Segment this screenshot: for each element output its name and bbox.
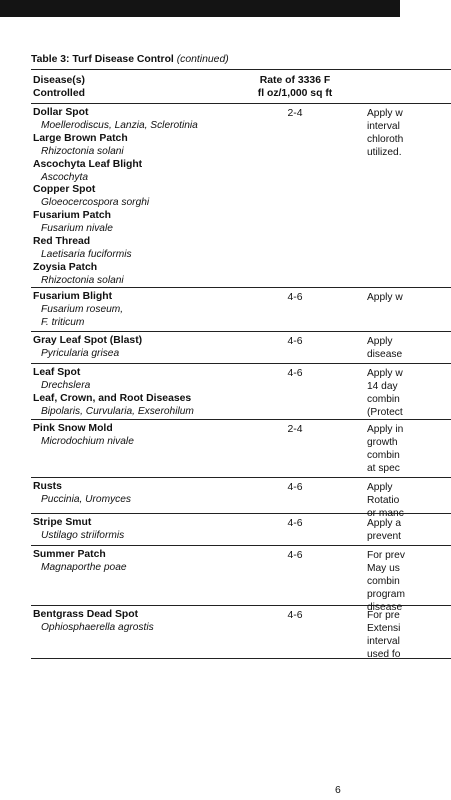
disease-name: Leaf, Crown, and Root Diseases	[33, 392, 192, 404]
table-row	[31, 420, 451, 478]
rate-cell: 4-6	[287, 610, 303, 621]
disease-name: Copper Spot	[33, 184, 96, 196]
pathogen-name: Magnaporthe poae	[41, 561, 127, 573]
document-page	[31, 53, 405, 660]
header-disease: Disease(s) Controlled	[33, 75, 85, 99]
notes-line: interval	[367, 121, 400, 132]
disease-name: Red Thread	[33, 236, 91, 248]
notes-line: combin	[367, 450, 400, 461]
notes-line: interval	[367, 636, 400, 647]
notes-line: Apply	[367, 482, 393, 493]
notes-cell	[367, 609, 447, 661]
pathogen-name: Moellerodiscus, Lanzia, Sclerotinia	[41, 119, 198, 131]
rate-cell: 4-6	[287, 482, 303, 493]
disease-cell	[33, 291, 233, 330]
notes-cell	[367, 291, 447, 304]
disease-cell	[33, 107, 233, 288]
pathogen-name: Microdochium nivale	[41, 435, 134, 447]
notes-line: Apply w	[367, 368, 403, 379]
notes-line: Apply a	[367, 518, 401, 529]
table-row	[31, 288, 451, 332]
notes-line: (Protect	[367, 407, 403, 418]
pathogen-name: Ophiosphaerella agrostis	[41, 621, 154, 633]
pathogen-name: Rhizoctonia solani	[41, 274, 124, 286]
notes-line: Extensi	[367, 623, 401, 634]
rate-cell: 4-6	[287, 336, 303, 347]
table-row	[31, 514, 451, 546]
rate-cell: 4-6	[287, 550, 303, 561]
rate-cell: 4-6	[287, 368, 303, 379]
table-row	[31, 606, 451, 659]
table-row	[31, 332, 451, 364]
disease-cell	[33, 481, 233, 507]
disease-cell	[33, 423, 233, 449]
disease-name: Large Brown Patch	[33, 132, 128, 144]
disease-name: Fusarium Blight	[33, 291, 113, 302]
table-title-suffix: (continued)	[176, 54, 229, 65]
pathogen-name: F. triticum	[41, 316, 85, 328]
disease-control-table	[31, 69, 451, 659]
pathogen-name: Ascochyta	[41, 171, 88, 183]
disease-name: Fusarium Patch	[33, 210, 111, 222]
notes-line: disease	[367, 349, 403, 360]
notes-line: prevent	[367, 531, 401, 542]
notes-line: utilized.	[367, 147, 402, 158]
table-row	[31, 546, 451, 613]
table-row	[31, 104, 451, 288]
notes-line: Apply w	[367, 108, 403, 119]
disease-cell	[33, 367, 233, 419]
notes-line: growth	[367, 437, 398, 448]
rate-cell: 2-4	[287, 424, 303, 435]
disease-name: Stripe Smut	[33, 517, 92, 528]
rate-cell: 2-4	[287, 108, 303, 119]
disease-name: Rusts	[33, 481, 62, 492]
notes-line: chloroth	[367, 134, 404, 145]
pathogen-name: Fusarium nivale	[41, 223, 113, 235]
page-number: 6	[335, 785, 341, 796]
notes-cell	[367, 335, 447, 361]
disease-cell	[33, 609, 233, 635]
disease-name: Ascochyta Leaf Blight	[33, 158, 143, 170]
notes-line: at spec	[367, 463, 400, 474]
table-row	[31, 364, 451, 420]
top-bar	[0, 0, 400, 17]
notes-line: program	[367, 589, 405, 600]
notes-line: disease	[367, 602, 403, 613]
notes-cell	[367, 517, 447, 543]
pathogen-name: Pyricularia grisea	[41, 347, 120, 359]
notes-line: 14 day	[367, 381, 398, 392]
table-header	[31, 70, 451, 104]
disease-name: Bentgrass Dead Spot	[33, 609, 139, 620]
notes-line: For prev	[367, 550, 405, 561]
notes-cell	[367, 107, 447, 159]
notes-line: Apply	[367, 336, 393, 347]
disease-name: Dollar Spot	[33, 107, 89, 118]
notes-line: Apply in	[367, 424, 404, 435]
table-title	[31, 53, 400, 67]
pathogen-name: Laetisaria fuciformis	[41, 248, 132, 260]
disease-name: Gray Leaf Spot (Blast)	[33, 335, 143, 346]
notes-line: Rotatio	[367, 495, 400, 506]
notes-cell	[367, 423, 447, 475]
disease-name: Zoysia Patch	[33, 261, 98, 273]
table-body	[31, 104, 451, 659]
notes-cell	[367, 367, 447, 419]
notes-line: Apply w	[367, 292, 403, 303]
notes-line: combin	[367, 576, 400, 587]
table-title-text: Table 3: Turf Disease Control	[31, 54, 174, 65]
disease-name: Pink Snow Mold	[33, 423, 113, 434]
disease-name: Leaf Spot	[33, 367, 81, 378]
pathogen-name: Drechslera	[41, 379, 91, 391]
pathogen-name: Rhizoctonia solani	[41, 145, 124, 157]
pathogen-name: Fusarium roseum,	[41, 303, 124, 315]
notes-line: For pre	[367, 610, 400, 621]
disease-name: Summer Patch	[33, 549, 106, 560]
notes-cell	[367, 549, 447, 614]
notes-line: combin	[367, 394, 400, 405]
notes-line: or manc	[367, 508, 404, 519]
pathogen-name: Ustilago striiformis	[41, 529, 125, 541]
notes-line: used fo	[367, 649, 401, 660]
table-row	[31, 478, 451, 519]
header-rate: Rate of 3336 F fl oz/1,000 sq ft	[257, 75, 333, 99]
disease-cell	[33, 335, 233, 361]
notes-line: May us	[367, 563, 400, 574]
disease-cell	[33, 549, 233, 575]
pathogen-name: Puccinia, Uromyces	[41, 493, 132, 505]
pathogen-name: Gloeocercospora sorghi	[41, 197, 150, 209]
disease-cell	[33, 517, 233, 543]
rate-cell: 4-6	[287, 292, 303, 303]
pathogen-name: Bipolaris, Curvularia, Exserohilum	[41, 405, 194, 417]
rate-cell: 4-6	[287, 518, 303, 529]
